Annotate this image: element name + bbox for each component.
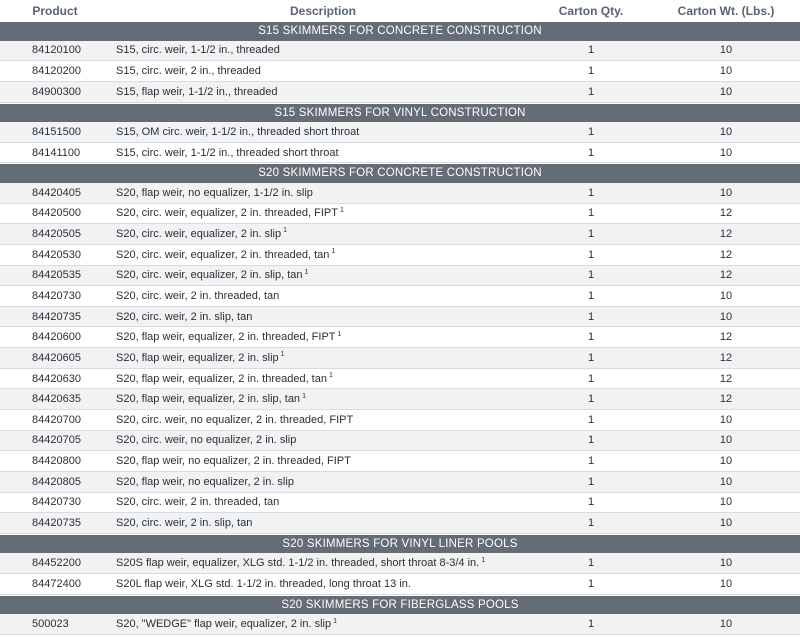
product-cell <box>0 373 110 385</box>
description-cell-text: S20, flap weir, equalizer, 2 in. threaded, FIPT <box>116 331 336 344</box>
carton-qty-cell-text: 1 <box>587 65 595 78</box>
description-cell <box>110 147 536 159</box>
footnote-marker: 1 <box>481 556 486 564</box>
product-cell <box>0 496 110 508</box>
carton-weight-cell <box>646 434 800 446</box>
carton-weight-cell <box>646 249 800 261</box>
product-cell-text: 84420730 <box>32 290 81 302</box>
product-cell-text: 84420700 <box>32 413 81 426</box>
carton-qty-cell <box>536 65 646 77</box>
description-cell <box>110 65 536 77</box>
table-header <box>0 0 800 21</box>
carton-weight-cell-text: 10 <box>719 146 733 159</box>
footnote-marker: 1 <box>280 351 285 359</box>
description-cell-text: S15, OM circ. weir, 1-1/2 in., threaded short throat <box>116 125 360 138</box>
product-cell <box>0 455 110 467</box>
description-cell-text: S20, "WEDGE" flap weir, equalizer, 2 in. slip <box>116 618 332 631</box>
carton-weight-cell <box>646 373 800 385</box>
description-cell <box>110 86 536 98</box>
footnote-marker: 1 <box>337 330 342 338</box>
carton-weight-cell-text: 10 <box>719 496 733 509</box>
carton-qty-cell <box>536 618 646 630</box>
description-cell <box>110 207 536 219</box>
description-cell <box>110 269 536 281</box>
description-cell <box>110 434 536 446</box>
carton-weight-cell-text: 10 <box>719 65 733 78</box>
table-row[interactable] <box>0 183 800 204</box>
description-cell-text: S20, flap weir, equalizer, 2 in. slip, tan <box>116 393 301 406</box>
product-cell-text: 84452200 <box>32 557 81 570</box>
description-cell <box>110 44 536 56</box>
carton-weight-cell <box>646 557 800 569</box>
carton-weight-cell <box>646 352 800 364</box>
product-cell-text: 84120100 <box>32 44 81 57</box>
description-cell-text: S20L flap weir, XLG std. 1-1/2 in. threaded, long throat 13 in. <box>116 577 411 590</box>
description-cell <box>110 290 536 302</box>
product-cell-text: 84420735 <box>32 310 81 323</box>
carton-qty-cell <box>536 476 646 488</box>
carton-weight-cell <box>646 187 800 199</box>
section-header: S20 SKIMMERS FOR CONCRETE CONSTRUCTION <box>0 163 800 183</box>
carton-weight-cell <box>646 228 800 240</box>
carton-weight-cell-text: 12 <box>719 351 733 364</box>
carton-weight-cell <box>646 517 800 529</box>
table-row[interactable] <box>0 286 800 307</box>
table-row[interactable] <box>0 410 800 431</box>
carton-qty-cell-text: 1 <box>587 331 595 344</box>
carton-qty-cell <box>536 414 646 426</box>
product-cell-text: 84420705 <box>32 434 81 447</box>
carton-weight-cell-text: 10 <box>719 290 733 302</box>
product-cell-text: 84420730 <box>32 496 81 509</box>
section-header: S20 SKIMMERS FOR FIBERGLASS POOLS <box>0 595 800 615</box>
carton-qty-cell-text: 1 <box>587 351 595 364</box>
description-cell-text: S20, circ. weir, 2 in. threaded, tan <box>116 290 280 302</box>
carton-qty-cell-text: 1 <box>587 248 595 261</box>
description-cell-text: S15, circ. weir, 2 in., threaded <box>116 65 261 78</box>
carton-qty-cell-text: 1 <box>587 85 595 98</box>
table-row[interactable] <box>0 513 800 534</box>
table-row[interactable] <box>0 122 800 143</box>
table-row[interactable] <box>0 61 800 82</box>
product-cell <box>0 331 110 343</box>
carton-weight-cell <box>646 269 800 281</box>
carton-weight-cell-text: 10 <box>719 577 733 590</box>
description-cell <box>110 311 536 323</box>
carton-weight-cell-text: 10 <box>719 413 733 426</box>
product-cell <box>0 311 110 323</box>
carton-weight-cell-text: 10 <box>719 85 733 98</box>
carton-qty-cell-text: 1 <box>587 393 595 406</box>
carton-qty-cell-text: 1 <box>587 44 595 57</box>
table-row[interactable] <box>0 614 800 635</box>
carton-weight-cell-text: 12 <box>719 207 733 220</box>
product-cell-text: 84420405 <box>32 186 81 199</box>
description-cell-text: S20, circ. weir, no equalizer, 2 in. slip <box>116 434 297 447</box>
footnote-marker: 1 <box>333 617 337 625</box>
carton-qty-cell <box>536 455 646 467</box>
carton-qty-cell <box>536 187 646 199</box>
description-cell <box>110 352 536 364</box>
product-cell-text: 84420600 <box>32 331 81 344</box>
carton-qty-cell <box>536 496 646 508</box>
product-cell-text: 84141100 <box>32 146 81 159</box>
carton-qty-cell-text: 1 <box>587 125 595 138</box>
table-row[interactable] <box>0 327 800 348</box>
footnote-marker: 1 <box>339 206 344 214</box>
product-cell <box>0 414 110 426</box>
carton-qty-cell <box>536 311 646 323</box>
product-cell-text: 84151500 <box>32 125 81 138</box>
carton-qty-cell <box>536 352 646 364</box>
carton-qty-cell-text: 1 <box>587 618 595 631</box>
product-column-header[interactable]: Product <box>32 3 78 18</box>
carton-weight-cell <box>646 44 800 56</box>
carton-weight-cell <box>646 65 800 77</box>
product-cell-text: 84420630 <box>32 372 81 385</box>
product-cell-text: 84420530 <box>32 248 81 261</box>
footnote-marker: 1 <box>328 371 333 379</box>
carton-qty-cell-text: 1 <box>587 146 595 159</box>
table-row[interactable] <box>0 41 800 62</box>
table-row[interactable] <box>0 472 800 493</box>
table-row[interactable] <box>0 389 800 410</box>
carton-weight-cell <box>646 207 800 219</box>
carton-qty-cell <box>536 290 646 302</box>
description-cell <box>110 126 536 138</box>
footnote-marker: 1 <box>331 248 336 256</box>
description-cell <box>110 414 536 426</box>
carton-weight-cell-text: 10 <box>719 310 733 323</box>
product-cell <box>0 147 110 159</box>
description-cell <box>110 249 536 261</box>
carton-weight-cell-text: 10 <box>719 186 733 199</box>
description-cell-text: S20, circ. weir, 2 in. slip, tan <box>116 517 253 530</box>
description-cell <box>110 228 536 240</box>
carton-weight-cell <box>646 578 800 590</box>
carton-qty-cell-text: 1 <box>587 269 595 282</box>
description-cell <box>110 476 536 488</box>
carton-qty-column-header[interactable]: Carton Qty. <box>558 3 624 18</box>
carton-qty-cell <box>536 269 646 281</box>
carton-weight-cell <box>646 393 800 405</box>
description-cell-text: S20, circ. weir, equalizer, 2 in. threaded, tan <box>116 248 330 261</box>
carton-weight-cell <box>646 476 800 488</box>
table-row[interactable] <box>0 82 800 103</box>
carton-weight-cell-text: 10 <box>719 125 733 138</box>
carton-qty-cell <box>536 434 646 446</box>
table-row[interactable] <box>0 431 800 452</box>
carton-qty-cell <box>536 557 646 569</box>
carton-qty-cell-text: 1 <box>587 186 595 199</box>
carton-weight-cell-text: 12 <box>719 372 733 385</box>
carton-weight-cell <box>646 414 800 426</box>
product-cell <box>0 187 110 199</box>
description-cell-text: S20, flap weir, no equalizer, 2 in. slip <box>116 475 294 488</box>
footnote-marker: 1 <box>304 268 309 276</box>
carton-qty-cell <box>536 578 646 590</box>
description-cell-text: S20, flap weir, equalizer, 2 in. threaded, tan <box>116 372 327 385</box>
product-cell-text: 84420535 <box>32 269 81 282</box>
carton-qty-cell-text: 1 <box>587 475 595 488</box>
description-cell <box>110 578 536 590</box>
carton-qty-cell-text: 1 <box>587 310 595 323</box>
carton-weight-cell-text: 10 <box>719 434 733 447</box>
carton-qty-cell <box>536 393 646 405</box>
carton-qty-cell-text: 1 <box>587 290 595 302</box>
table-row[interactable] <box>0 553 800 574</box>
product-cell <box>0 476 110 488</box>
product-cell-text: 500023 <box>32 618 69 631</box>
table-row[interactable] <box>0 574 800 595</box>
product-cell <box>0 434 110 446</box>
description-cell <box>110 373 536 385</box>
table-row[interactable] <box>0 369 800 390</box>
product-cell-text: 84420805 <box>32 475 81 488</box>
carton-weight-column-header[interactable]: Carton Wt. (Lbs.) <box>677 3 775 18</box>
description-cell-text: S20, circ. weir, equalizer, 2 in. threaded, FIPT <box>116 207 338 220</box>
table-body <box>0 21 800 635</box>
carton-weight-cell <box>646 86 800 98</box>
carton-weight-cell-text: 12 <box>719 331 733 344</box>
description-cell-text: S15, flap weir, 1-1/2 in., threaded <box>116 85 278 98</box>
product-cell-text: 84420605 <box>32 351 81 364</box>
carton-weight-cell-text: 12 <box>719 269 733 282</box>
product-cell-text: 84420800 <box>32 455 81 468</box>
description-cell <box>110 187 536 199</box>
product-cell-text: 84420505 <box>32 228 81 241</box>
carton-qty-cell-text: 1 <box>587 207 595 220</box>
carton-weight-cell-text: 12 <box>719 393 733 406</box>
carton-qty-cell-text: 1 <box>587 557 595 570</box>
table-row[interactable] <box>0 204 800 225</box>
carton-weight-cell <box>646 618 800 630</box>
description-cell-text: S20S flap weir, equalizer, XLG std. 1-1/2 in. threaded, short throat 8-3/4 in. <box>116 557 480 570</box>
table-row[interactable] <box>0 348 800 369</box>
footnote-marker: 1 <box>302 392 306 400</box>
carton-qty-cell-text: 1 <box>587 496 595 509</box>
product-cell <box>0 578 110 590</box>
product-cell <box>0 44 110 56</box>
carton-qty-cell <box>536 147 646 159</box>
description-column-header[interactable]: Description <box>289 3 356 18</box>
description-cell <box>110 496 536 508</box>
carton-weight-cell <box>646 311 800 323</box>
table-row[interactable] <box>0 245 800 266</box>
table-row[interactable] <box>0 451 800 472</box>
carton-qty-cell <box>536 373 646 385</box>
product-cell-text: 84472400 <box>32 577 81 590</box>
description-cell-text: S20, flap weir, no equalizer, 2 in. threaded, FIPT <box>116 455 351 468</box>
product-cell-text: 84420635 <box>32 393 81 406</box>
product-cell-text: 84420735 <box>32 517 81 530</box>
footnote-marker: 1 <box>283 227 287 235</box>
description-cell-text: S20, circ. weir, no equalizer, 2 in. threaded, FIPT <box>116 413 354 426</box>
carton-qty-cell-text: 1 <box>587 434 595 447</box>
description-cell-text: S15, circ. weir, 1-1/2 in., threaded <box>116 44 280 57</box>
carton-qty-cell <box>536 517 646 529</box>
carton-weight-cell-text: 12 <box>719 228 733 241</box>
description-cell <box>110 517 536 529</box>
description-cell-text: S20, flap weir, no equalizer, 1-1/2 in. slip <box>116 186 313 199</box>
table-row[interactable] <box>0 143 800 164</box>
description-cell-text: S20, circ. weir, 2 in. threaded, tan <box>116 496 280 509</box>
carton-weight-cell-text: 10 <box>719 557 733 570</box>
carton-weight-cell <box>646 290 800 302</box>
carton-qty-cell <box>536 207 646 219</box>
product-cell <box>0 65 110 77</box>
carton-qty-cell <box>536 44 646 56</box>
carton-weight-cell-text: 10 <box>719 455 733 468</box>
carton-qty-cell <box>536 126 646 138</box>
product-cell <box>0 393 110 405</box>
carton-weight-cell <box>646 147 800 159</box>
product-cell <box>0 557 110 569</box>
description-cell <box>110 455 536 467</box>
section-header: S15 SKIMMERS FOR CONCRETE CONSTRUCTION <box>0 21 800 41</box>
table-row[interactable] <box>0 493 800 514</box>
carton-weight-cell-text: 10 <box>719 44 733 57</box>
carton-weight-cell <box>646 126 800 138</box>
section-header: S15 SKIMMERS FOR VINYL CONSTRUCTION <box>0 103 800 123</box>
product-cell <box>0 352 110 364</box>
carton-qty-cell-text: 1 <box>587 228 595 241</box>
carton-qty-cell-text: 1 <box>587 577 595 590</box>
product-cell <box>0 618 110 630</box>
description-cell <box>110 618 536 630</box>
carton-qty-cell-text: 1 <box>587 517 595 530</box>
product-cell-text: 84900300 <box>32 85 81 98</box>
description-cell <box>110 331 536 343</box>
table-row[interactable] <box>0 266 800 287</box>
carton-weight-cell-text: 10 <box>719 475 733 488</box>
carton-weight-cell-text: 10 <box>719 517 733 530</box>
carton-qty-cell <box>536 331 646 343</box>
product-cell <box>0 290 110 302</box>
product-cell <box>0 126 110 138</box>
description-cell-text: S20, flap weir, equalizer, 2 in. slip <box>116 351 279 364</box>
product-cell <box>0 228 110 240</box>
carton-qty-cell-text: 1 <box>587 455 595 468</box>
description-cell-text: S20, circ. weir, equalizer, 2 in. slip, tan <box>116 269 303 282</box>
carton-weight-cell <box>646 331 800 343</box>
carton-weight-cell <box>646 455 800 467</box>
carton-qty-cell <box>536 86 646 98</box>
description-cell <box>110 557 536 569</box>
product-cell <box>0 249 110 261</box>
carton-qty-cell-text: 1 <box>587 372 595 385</box>
product-cell <box>0 517 110 529</box>
carton-weight-cell-text: 10 <box>719 618 733 631</box>
table-row[interactable] <box>0 224 800 245</box>
description-cell-text: S20, circ. weir, equalizer, 2 in. slip <box>116 228 282 241</box>
carton-qty-cell <box>536 249 646 261</box>
description-cell-text: S15, circ. weir, 1-1/2 in., threaded short throat <box>116 146 339 159</box>
product-cell-text: 84120200 <box>32 65 81 78</box>
description-cell-text: S20, circ. weir, 2 in. slip, tan <box>116 310 253 323</box>
carton-qty-cell-text: 1 <box>587 413 595 426</box>
section-header: S20 SKIMMERS FOR VINYL LINER POOLS <box>0 534 800 554</box>
carton-weight-cell-text: 12 <box>719 248 733 261</box>
table-row[interactable] <box>0 307 800 328</box>
carton-qty-cell <box>536 228 646 240</box>
product-cell <box>0 269 110 281</box>
product-cell-text: 84420500 <box>32 207 81 220</box>
carton-weight-cell <box>646 496 800 508</box>
product-cell <box>0 207 110 219</box>
description-cell <box>110 393 536 405</box>
product-cell <box>0 86 110 98</box>
